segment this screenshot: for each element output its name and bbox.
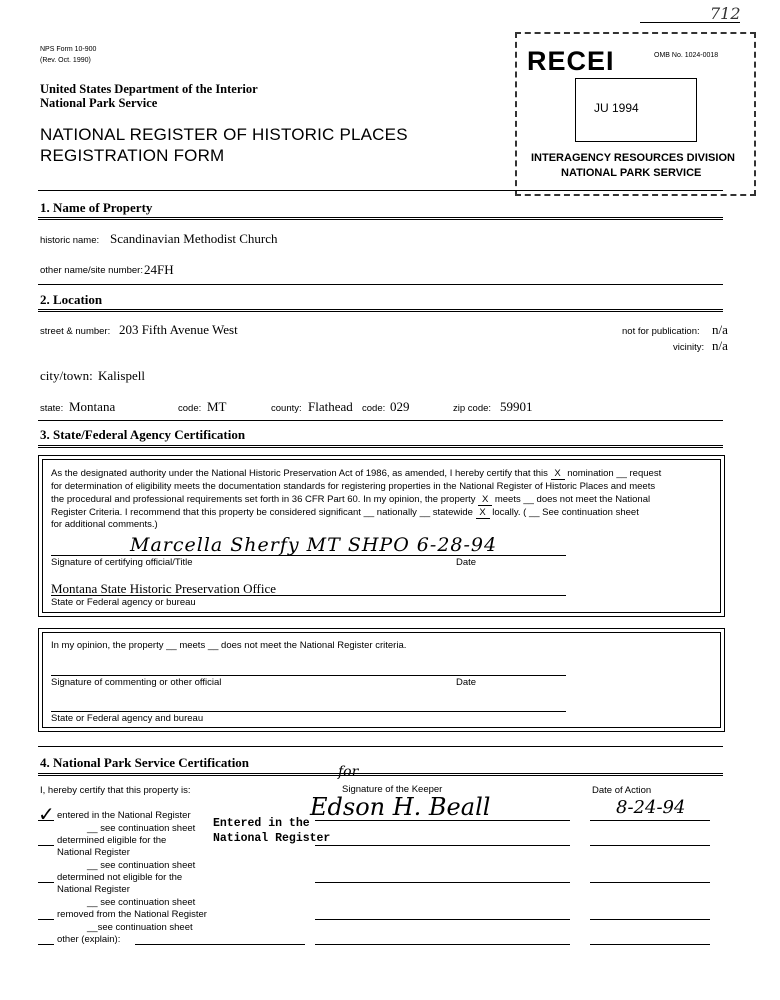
rule [38, 420, 723, 421]
date-line [590, 845, 710, 846]
form-title-line1: NATIONAL REGISTER OF HISTORIC PLACES [40, 125, 408, 144]
vicinity-value: n/a [712, 338, 728, 353]
comment-agency-label: State or Federal agency and bureau [51, 713, 204, 724]
stamp-date: JU 1994 [594, 101, 639, 115]
cert-text-line3 [51, 494, 650, 506]
option-blank [38, 882, 54, 883]
entered-stamp-line1: Entered in the [213, 817, 310, 830]
cert-line5: for additional comments.) [51, 519, 158, 530]
keeper-line [315, 820, 570, 821]
state-code-label: code: [178, 403, 202, 414]
keeper-label: Signature of the Keeper [342, 784, 443, 795]
locally-mark: X [476, 507, 490, 519]
keeper-line [315, 919, 570, 920]
cert-line2: for determination of eligibility meets the documentation standards for registering properties in the National Register of Historic Places and meets [51, 481, 656, 492]
cert-date-label: Date [456, 557, 477, 568]
received-stamp [515, 32, 756, 196]
form-revision: (Rev. Oct. 1990) [40, 57, 91, 64]
option-see-continuation: __ see continuation sheet [87, 823, 196, 834]
section3-heading: 3. State/Federal Agency Certification [40, 427, 246, 442]
cert-line1b: nomination __ request [567, 468, 662, 479]
nfp-label: not for publication: [622, 326, 700, 337]
other-name-label: other name/site number: [40, 265, 143, 276]
date-line [590, 944, 710, 945]
action-date-label: Date of Action [592, 785, 652, 796]
historic-name-value: Scandinavian Methodist Church [110, 231, 278, 246]
county-code-value: 029 [390, 399, 410, 414]
date-line [590, 882, 710, 883]
corner-line [640, 22, 740, 23]
city-value: Kalispell [98, 368, 145, 383]
sig-label: Signature of certifying official/Title [51, 557, 193, 568]
stamp-received: RECEI [527, 46, 615, 76]
option-not-eligible-nr: National Register [57, 884, 130, 895]
stamp-service: NATIONAL PARK SERVICE [561, 167, 702, 179]
rule [38, 773, 723, 776]
county-label: county: [271, 403, 302, 414]
section2-heading: 2. Location [40, 292, 103, 307]
cert-text-line1 [51, 468, 661, 480]
rule [38, 217, 723, 220]
agency-value: Montana State Historic Preservation Office [51, 581, 277, 596]
keeper-line [315, 944, 570, 945]
option-see-continuation: __see continuation sheet [87, 922, 193, 933]
option-see-continuation: __ see continuation sheet [87, 860, 196, 871]
department-name: United States Department of the Interior [40, 82, 258, 96]
keeper-line [315, 882, 570, 883]
date-line [590, 820, 710, 821]
cert-line4b: locally. ( __ See continuation sheet [492, 507, 639, 518]
rule [38, 746, 723, 747]
stamp-division: INTERAGENCY RESOURCES DIVISION [531, 152, 735, 164]
rule [38, 445, 723, 448]
section1-heading: 1. Name of Property [40, 200, 153, 215]
vicinity-label: vicinity: [673, 342, 705, 353]
cert-line1: As the designated authority under the National Historic Preservation Act of 1986, as amended, I hereby certify that this [51, 468, 548, 479]
form-title-line2: REGISTRATION FORM [40, 146, 225, 165]
certify-label: I, hereby certify that this property is: [40, 785, 191, 796]
option-removed: removed from the National Register [57, 909, 207, 920]
for-handwriting: for [338, 764, 359, 780]
option-blank [38, 919, 54, 920]
form-number: NPS Form 10-900 [40, 46, 97, 53]
entered-stamp-line2: National Register [213, 832, 331, 845]
option-blank [38, 845, 54, 846]
keeper-line [315, 845, 570, 846]
omb-number: OMB No. 1024-0018 [654, 52, 719, 59]
corner-handwriting: 712 [710, 4, 741, 23]
rule [38, 190, 723, 191]
zip-label: zip code: [453, 403, 492, 414]
cert-line3b: meets __ does not meet the National [494, 494, 651, 505]
option-eligible-nr: National Register [57, 847, 130, 858]
agency-label: State or Federal agency or bureau [51, 597, 196, 608]
nomination-mark: X [551, 468, 565, 480]
option-eligible: determined eligible for the [57, 835, 167, 846]
stamp-date-box [575, 78, 697, 142]
comment-sig-line [51, 675, 566, 676]
city-label: city/town: [40, 368, 93, 383]
cert-line4a: Register Criteria. I recommend that this property be considered significant __ nationally __ statewide [51, 507, 473, 518]
certifying-signature: Marcella Sherfy MT SHPO 6-28-94 [130, 534, 498, 556]
keeper-signature: Edson H. Beall [310, 793, 491, 821]
other-name-value: 24FH [144, 262, 174, 277]
street-value: 203 Fifth Avenue West [119, 322, 238, 337]
state-value: Montana [69, 399, 116, 414]
historic-name-label: historic name: [40, 235, 100, 246]
option-blank [38, 944, 54, 945]
street-label: street & number: [40, 326, 111, 337]
rule [38, 284, 723, 285]
opinion-text: In my opinion, the property __ meets __ does not meet the National Register criteria. [51, 640, 407, 651]
check-mark-icon: ✓ [38, 802, 55, 826]
comment-sig-label: Signature of commenting or other official [51, 677, 222, 688]
cert-text-line4 [51, 507, 639, 519]
county-code-label: code: [362, 403, 386, 414]
comment-date-label: Date [456, 677, 477, 688]
option-entered: entered in the National Register [57, 810, 191, 821]
nfp-value: n/a [712, 322, 728, 337]
zip-value: 59901 [500, 399, 533, 414]
state-label: state: [40, 403, 64, 414]
option-other: other (explain): [57, 934, 121, 945]
option-see-continuation: __ see continuation sheet [87, 897, 196, 908]
service-name: National Park Service [40, 96, 158, 110]
meets-mark: X [478, 494, 492, 506]
rule [38, 309, 723, 312]
action-date: 8-24-94 [616, 797, 686, 818]
option-not-eligible: determined not eligible for the [57, 872, 183, 883]
date-line [590, 919, 710, 920]
state-code-value: MT [207, 399, 227, 414]
section4-heading: 4. National Park Service Certification [40, 755, 250, 770]
option-blank [38, 820, 54, 821]
cert-line3a: the procedural and professional requirements set forth in 36 CFR Part 60. In my opinion, the property [51, 494, 476, 505]
county-value: Flathead [308, 399, 353, 414]
comment-agency-line [51, 711, 566, 712]
agency-line [51, 595, 566, 596]
other-explain-line [135, 944, 305, 945]
signature-line [51, 555, 566, 556]
